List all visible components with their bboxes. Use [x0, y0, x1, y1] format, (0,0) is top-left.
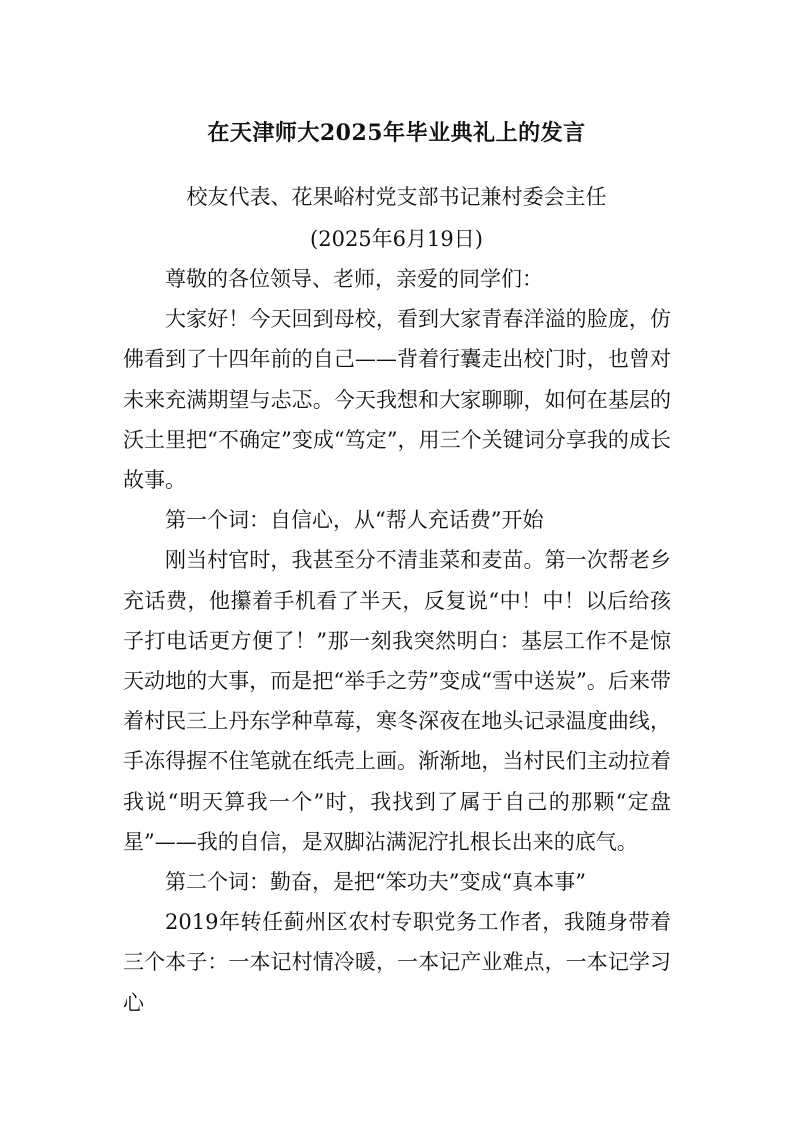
date-line: (2025年6月19日) [310, 227, 483, 251]
body-paragraph: 2019年转任蓟州区农村专职党务工作者，我随身带着三个本子：一本记村情冷暖，一本记产业难点，一本记学习心 [123, 910, 671, 1015]
speech-body [123, 259, 671, 1023]
section-heading-2: 第二个词：勤奋，是把“笨功夫”变成“真本事” [165, 870, 586, 895]
section-heading-1: 第一个词：自信心，从“帮人充话费”开始 [165, 508, 544, 533]
salutation-paragraph: 尊敬的各位领导、老师，亲爱的同学们： [165, 267, 543, 291]
speaker-line: 校友代表、花果峪村党支部书记兼村委会主任 [186, 185, 607, 209]
document-title: 在天津师大2025年毕业典礼上的发言 [207, 120, 586, 146]
body-paragraph: 大家好！今天回到母校，看到大家青春洋溢的脸庞，仿佛看到了十四年前的自己——背着行囊走出校门时，也曾对未来充满期望与忐忑。今天我想和大家聊聊，如何在基层的沃土里把“不确定”变成“笃定”，用三个关键词分享我的成长故事。 [123, 307, 671, 493]
body-paragraph: 刚当村官时，我甚至分不清韭菜和麦苗。第一次帮老乡充话费，他攥着手机看了半天，反复说“中！中！以后给孩子打电话更方便了！”那一刻我突然明白：基层工作不是惊天动地的大事，而是把“举手之劳”变成“雪中送炭”。后来带着村民三上丹东学种草莓，寒冬深夜在地头记录温度曲线，手冻得握不住笔就在纸壳上画。渐渐地，当村民们主动拉着我说“明天算我一个”时，我找到了属于自己的那颗“定盘星”——我的自信，是双脚沾满泥泞扎根长出来的底气。 [123, 548, 671, 854]
